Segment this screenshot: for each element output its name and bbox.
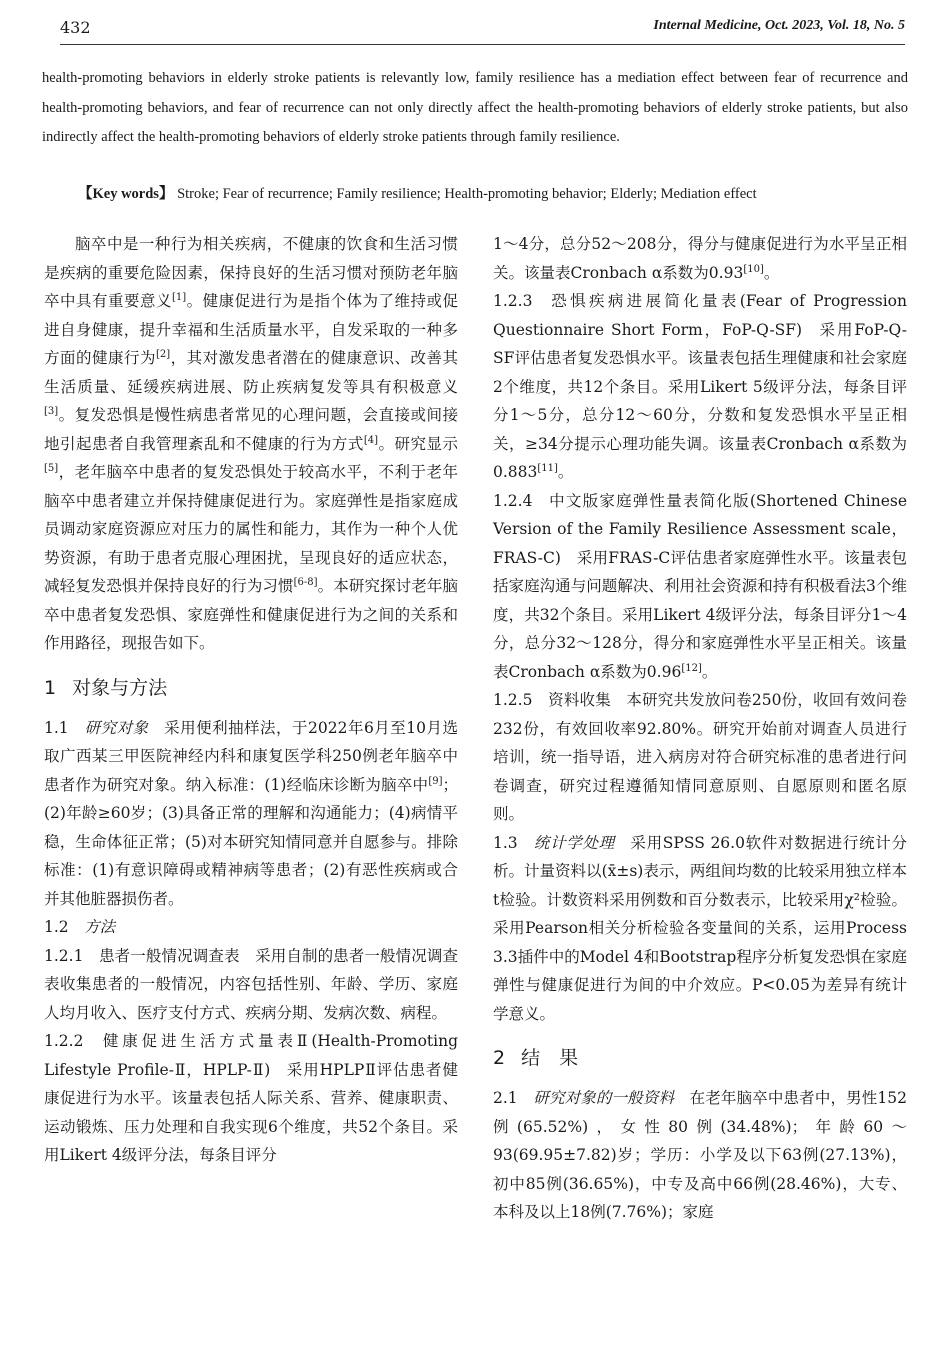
section-heading: 2 结 果 bbox=[493, 1047, 579, 1069]
subsection-1-2-4: 1.2.4 中文版家庭弹性量表简化版(Shortened Chinese Version of the Family Resilience Assessment scale，FRAS-C) 采用FRAS-C评估患者家庭弹性水平。该量表包括家庭沟通与问题解决、利用社会资源和持有积极看法3个维度，共32个条目。采用Likert 4级评分法，每条目评分1～4分，总分32～128分，得分和家庭弹性水平呈正相关。该量表Cronbach α系数为0.96[12]。 bbox=[493, 491, 907, 681]
subsection-1-2-1: 1.2.1 患者一般情况调查表 采用自制的患者一般情况调查表收集患者的一般情况，内容包括性别、年龄、学历、家庭人均月收入、医疗支付方式、疾病分期、发病次数、病程。 bbox=[44, 946, 458, 1022]
citation: [12] bbox=[681, 662, 702, 674]
header-rule bbox=[60, 44, 905, 45]
journal-citation: Internal Medicine, Oct. 2023, Vol. 18, No. 5 bbox=[653, 18, 905, 33]
citation: [2] bbox=[155, 348, 171, 360]
citation: [3] bbox=[44, 405, 59, 417]
keywords bbox=[78, 182, 910, 206]
subsection-1-2-2-cont: 1～4分，总分52～208分，得分与健康促进行为水平呈正相关。该量表Cronbach α系数为0.93[10]。 bbox=[493, 235, 907, 282]
citation: [11] bbox=[537, 462, 558, 474]
intro-paragraph: 脑卒中是一种行为相关疾病，不健康的饮食和生活习惯是疾病的重要危险因素，保持良好的生活习惯对预防老年脑卒中具有重要意义[1]。健康促进行为是指个体为了维持或促进自身健康，提升幸福和生活质量水平，自发采取的一种多方面的健康行为[2]，其对激发患者潜在的健康意识、改善其生活质量、延缓疾病进展、防止疾病复发等具有积极意义[3]。复发恐惧是慢性病患者常见的心理问题，会直接或间接地引起患者自我管理紊乱和不健康的行为方式[4]。研究显示[5]，老年脑卒中患者的复发恐惧处于较高水平，不利于老年脑卒中患者建立并保持健康促进行为。家庭弹性是指家庭成员调动家庭资源应对压力的属性和能力，其作为一种个人优势资源，有助于患者克服心理困扰，呈现良好的适应状态，减轻复发恐惧并保持良好的行为习惯[6-8]。本研究探讨老年脑卒中患者复发恐惧、家庭弹性和健康促进行为之间的关系和作用路径，现报告如下。 bbox=[44, 235, 458, 652]
citation: [10] bbox=[743, 263, 764, 275]
citation: [9] bbox=[428, 775, 443, 787]
citation: [5] bbox=[44, 462, 59, 474]
page-number: 432 bbox=[60, 18, 91, 37]
right-column bbox=[493, 230, 907, 1227]
subsection-1-2-5: 1.2.5 资料收集 本研究共发放问卷250份，收回有效问卷232份，有效回收率92.80%。研究开始前对调查人员进行培训，统一指导语，进入病房对符合研究标准的患者进行问卷调查，研究过程遵循知情同意原则、自愿原则和匿名原则。 bbox=[493, 691, 907, 823]
citation: [4] bbox=[363, 434, 379, 446]
abstract-tail: health-promoting behaviors in elderly stroke patients is relevantly low, family resilience has a mediation effect between fear of recurrence and health-promoting behaviors, and fear of recurrence can not only directly affect the health-promoting behaviors of elderly stroke patients, but also indirectly affect the health-promoting behaviors of elderly stroke patients through family resilience. bbox=[42, 70, 908, 145]
citation: [1] bbox=[171, 291, 187, 303]
subsection-1-2-2: 1.2.2 健康促进生活方式量表Ⅱ(Health-Promoting Lifestyle Profile-Ⅱ，HPLP-Ⅱ) 采用HPLPⅡ评估患者健康促进行为水平。该量表包括人际关系、营养、健康职责、运动锻炼、压力处理和自我实现6个维度，共52个条目。采用Likert 4级评分法，每条目评分 bbox=[44, 1032, 458, 1164]
subsection-1-2-3: 1.2.3 恐惧疾病进展简化量表(Fear of Progression Questionnaire Short Form，FoP-Q-SF) 采用FoP-Q-SF评估患者复发恐惧水平。该量表包括生理健康和社会家庭2个维度，共12个条目。采用Likert 5级评分法，每条目评分1～5分，总分12～60分，分数和复发恐惧水平呈正相关，≥34分提示心理功能失调。该量表Cronbach α系数为0.883[11]。 bbox=[493, 292, 907, 481]
subsection-1-2: 1.2 方法 bbox=[44, 918, 116, 936]
section-heading: 1 对象与方法 bbox=[44, 676, 168, 699]
subsection-2-1: 2.1 研究对象的一般资料 在老年脑卒中患者中，男性152例(65.52%)，女性80例(34.48%)；年龄60～93(69.95±7.82)岁；学历：小学及以下63例(27.13%)，初中85例(36.65%)，中专及高中66例(28.46%)，大专、本科及以上18例(7.76%)；家庭 bbox=[493, 1089, 907, 1221]
keywords-text: Stroke; Fear of recurrence; Family resilience; Health-promoting behavior; Elderly; Mediation effect bbox=[177, 186, 757, 202]
subsection-1-1: 1.1 研究对象 采用便利抽样法，于2022年6月至10月选取广西某三甲医院神经内科和康复医学科250例老年脑卒中患者作为研究对象。纳入标准：(1)经临床诊断为脑卒中[9]；(2)年龄≥60岁；(3)具备正常的理解和沟通能力；(4)病情平稳，生命体征正常；(5)对本研究知情同意并自愿参与。排除标准：(1)有意识障碍或精神病等患者；(2)有恶性疾病或合并其他脏器损伤者。 bbox=[44, 718, 458, 908]
page-header bbox=[60, 18, 905, 42]
keywords-label: 【Key words】 bbox=[78, 186, 174, 202]
left-column bbox=[44, 230, 458, 1170]
subsection-1-3: 1.3 统计学处理 采用SPSS 26.0软件对数据进行统计分析。计量资料以(x̄±s)表示，两组间均数的比较采用独立样本t检验。计数资料采用例数和百分数表示，比较采用χ²检验。采用Pearson相关分析检验各变量间的关系，运用Process 3.3插件中的Model 4和Bootstrap程序分析复发恐惧在家庭弹性与健康促进行为间的中介效应。P<0.05为差异有统计学意义。 bbox=[493, 833, 907, 1023]
citation: [6-8] bbox=[293, 576, 318, 588]
